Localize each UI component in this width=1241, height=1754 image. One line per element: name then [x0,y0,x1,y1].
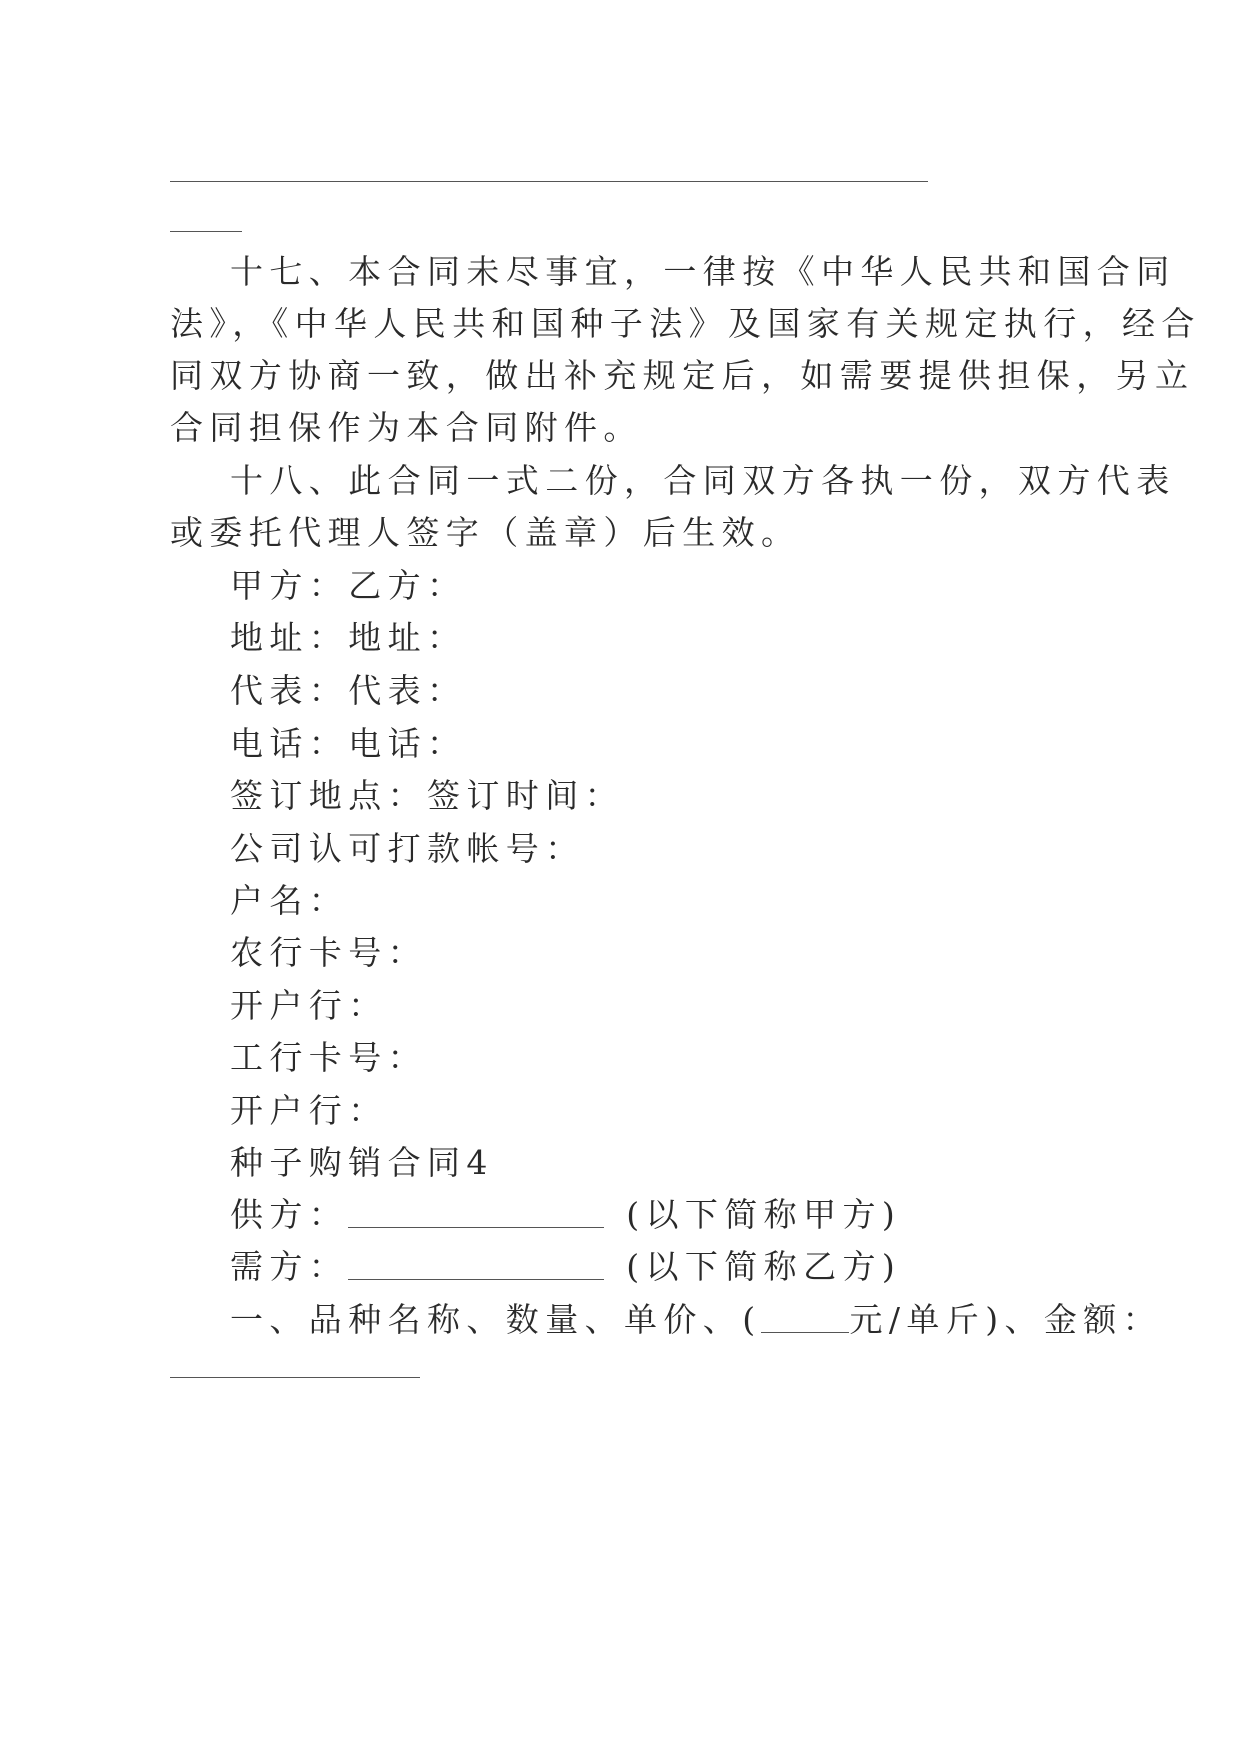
abc-card-label: 农行卡号： [230,933,427,972]
clause-17-line-2: 法》，《中华人民共和国种子法》及国家有关规定执行，经合 [170,304,1201,343]
abc-bank-label: 开户行： [230,986,388,1025]
account-title: 公司认可打款帐号： [230,829,585,868]
buyer-note: (以下简称乙方) [626,1247,902,1286]
buyer-line [230,1247,901,1287]
clause-17-line-4: 合同担保作为本合同附件。 [170,408,643,447]
address-labels: 地址：地址： [230,618,467,657]
supplier-note: (以下简称甲方) [626,1195,902,1234]
clause-18-line-1: 十八、此合同一式二份，合同双方各执一份，双方代表 [230,461,1176,500]
clause-17-line-3: 同双方协商一致，做出补充规定后，如需要提供担保，另立 [170,356,1195,395]
amount-fill-in-rule [170,1377,420,1378]
party-labels: 甲方：乙方： [230,566,467,605]
account-name-label: 户名： [230,881,349,920]
clause-18-line-2: 或委托代理人签字（盖章）后生效。 [170,513,801,552]
icbc-card-label: 工行卡号： [230,1038,427,1077]
item-1-unit: 元/单斤)、金额： [849,1300,1163,1339]
phone-labels: 电话：电话： [230,724,467,763]
sign-place-time-labels: 签订地点：签订时间： [230,776,624,815]
buyer-label: 需方： [230,1247,349,1286]
icbc-bank-label: 开户行： [230,1091,388,1130]
clause-17-line-1: 十七、本合同未尽事宜，一律按《中华人民共和国合同 [230,252,1176,291]
representative-labels: 代表：代表： [230,671,467,710]
supplier-line [230,1195,901,1235]
item-1-line [230,1300,1162,1340]
fill-in-rule [170,231,242,232]
supplier-label: 供方： [230,1195,349,1234]
buyer-blank [348,1249,604,1280]
unit-price-blank [761,1302,849,1333]
fill-in-rule [170,181,928,182]
contract-4-title: 种子购销合同4 [230,1143,494,1182]
item-1-prefix: 一、品种名称、数量、单价、( [230,1300,762,1339]
supplier-blank [348,1197,604,1228]
